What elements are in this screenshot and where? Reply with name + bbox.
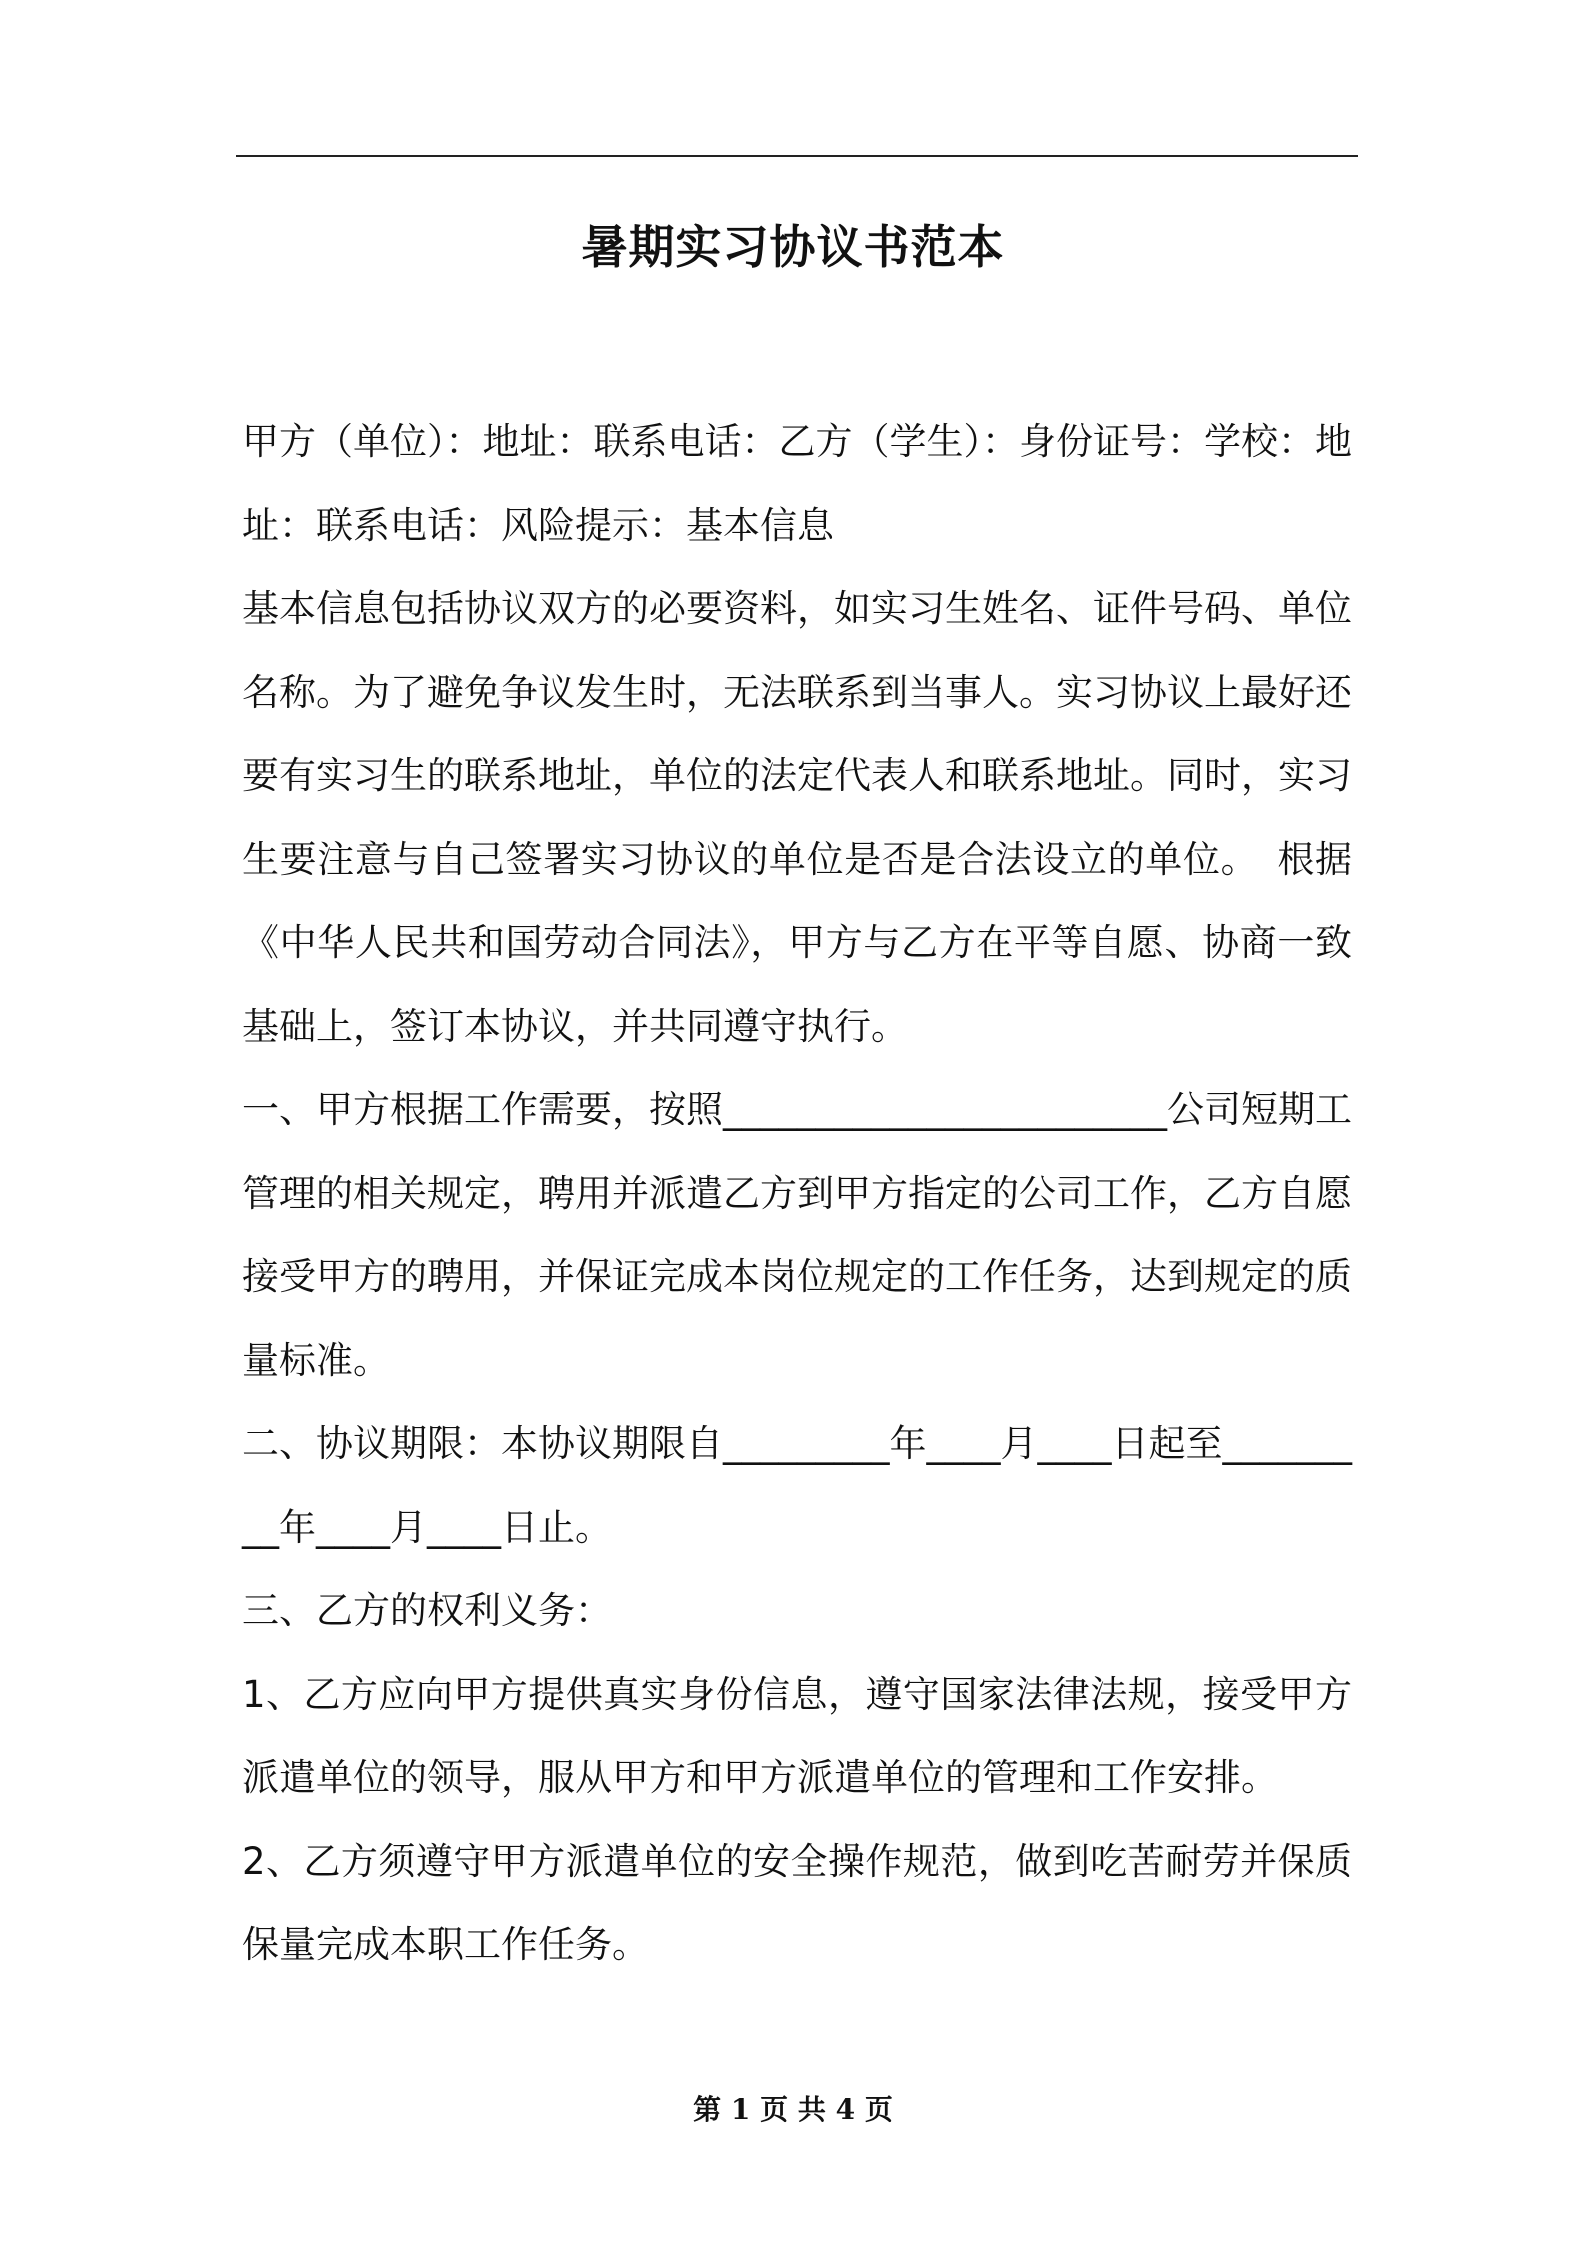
- paragraph-clause-3-item-1: 1、乙方应向甲方提供真实身份信息，遵守国家法律法规，接受甲方派遣单位的领导，服从甲方和甲方派遣单位的管理和工作安排。: [242, 1672, 1352, 1799]
- paragraph-clause-3-heading: 三、乙方的权利义务：: [242, 1589, 612, 1632]
- paragraph-clause-1: 一、甲方根据工作需要，按照________________________公司短期工管理的相关规定，聘用并派遣乙方到甲方指定的公司工作，乙方自愿接受甲方的聘用，并保证完成本岗位规定的工作任务，达到规定的质量标准。: [242, 1088, 1352, 1382]
- paragraph-parties: 甲方（单位）：地址：联系电话：乙方（学生）：身份证号：学校：地址：联系电话：风险提示：基本信息: [242, 420, 1352, 547]
- document-body: [242, 400, 1352, 1987]
- document-title: 暑期实习协议书范本: [581, 220, 1005, 274]
- paragraph-basic-info: 基本信息包括协议双方的必要资料，如实习生姓名、证件号码、单位名称。为了避免争议发生时，无法联系到当事人。实习协议上最好还要有实习生的联系地址，单位的法定代表人和联系地址。同时，实习生要注意与自己签署实习协议的单位是否是合法设立的单位。 根据《中华人民共和国劳动合同法》，甲方与乙方在平等自愿、协商一致基础上，签订本协议，并共同遵守执行。: [242, 587, 1352, 1048]
- paragraph-clause-3-item-2: 2、乙方须遵守甲方派遣单位的安全操作规范，做到吃苦耐劳并保质保量完成本职工作任务。: [242, 1839, 1352, 1966]
- page-indicator: 第 1 页 共 4 页: [693, 2093, 893, 2126]
- header-rule: [236, 155, 1358, 157]
- paragraph-clause-2: 二、协议期限：本协议期限自_________年____月____日起至_________年____月____日止。: [242, 1422, 1352, 1549]
